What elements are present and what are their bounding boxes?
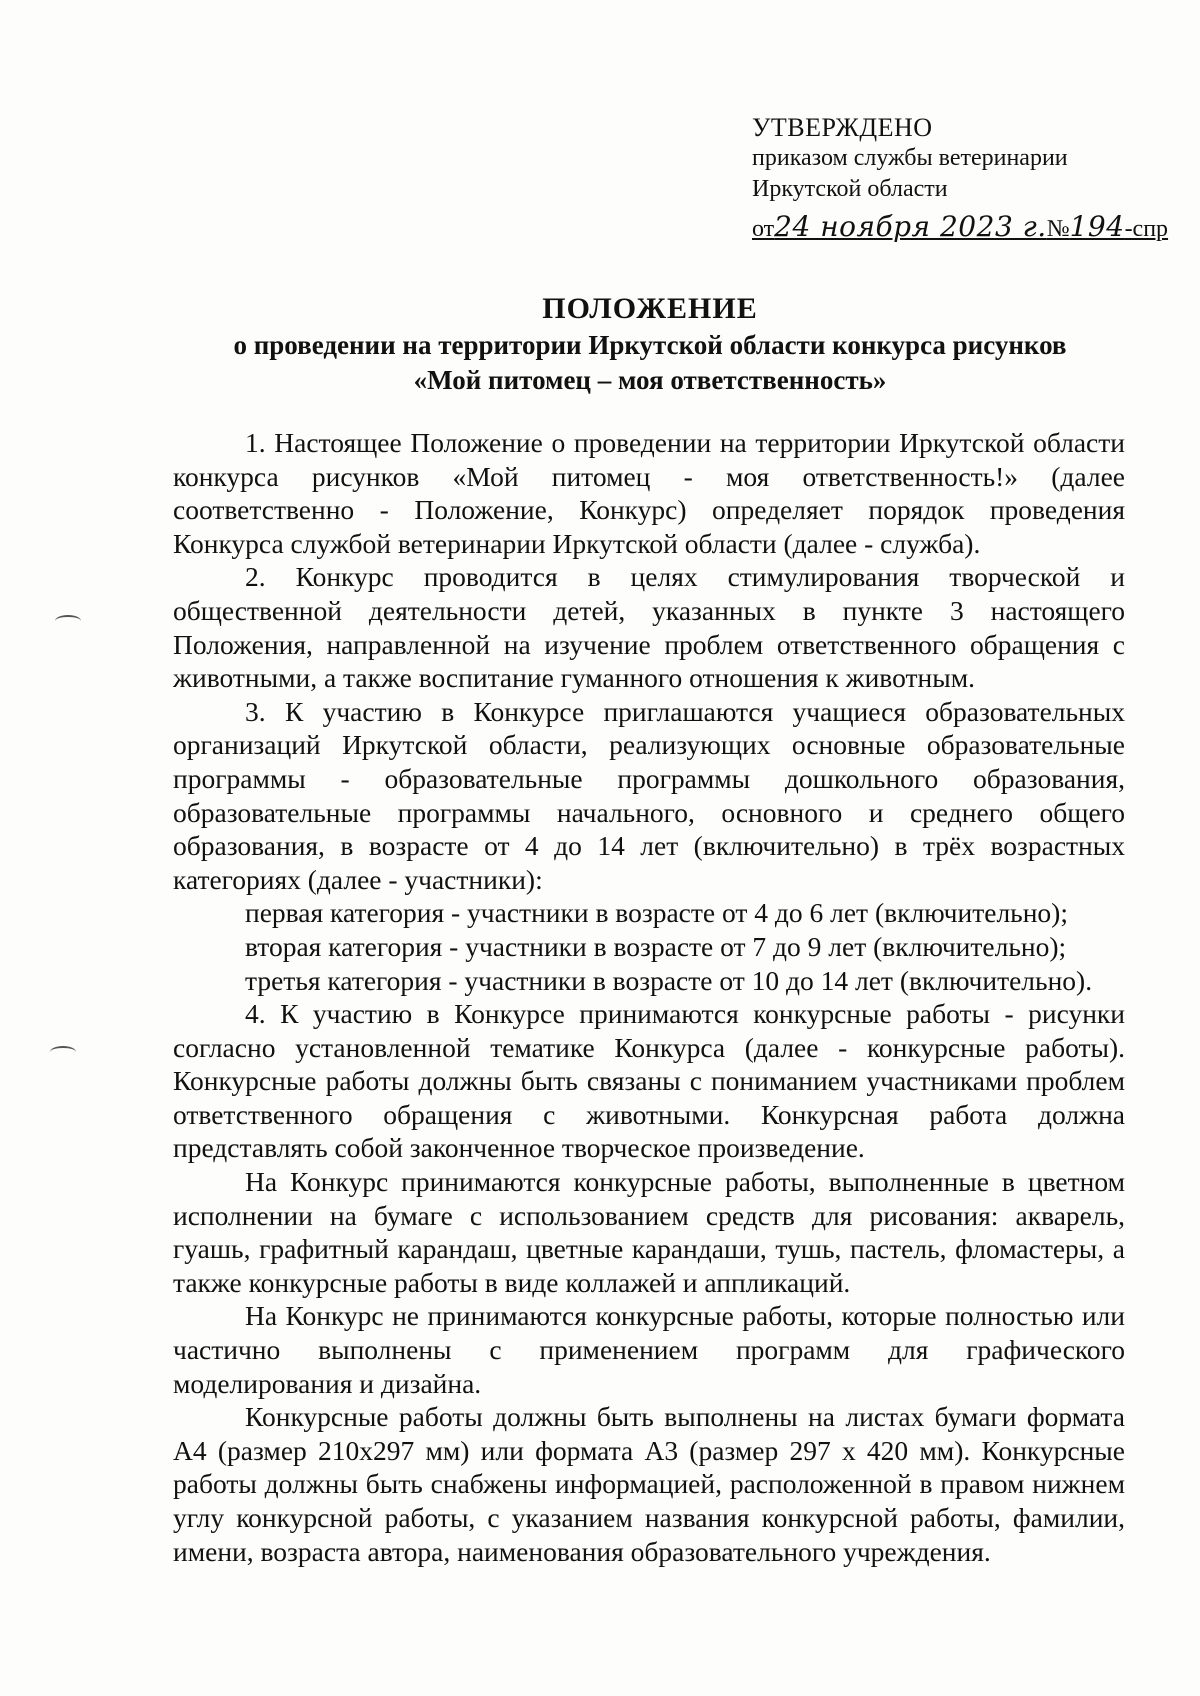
- number-sign: №: [1046, 216, 1070, 242]
- document-subtitle-line-2: «Мой питомец – моя ответственность»: [413, 365, 887, 395]
- paragraph-4: 4. К участию в Конкурсе принимаются конкурсные работы - рисунки согласно установленной тематике Конкурса (далее - конкурсные работы). Конкурсные работы должны быть связаны с пониманием участниками проблем ответственного обращения с животными. Конкурсная работа должна представлять собой законченное творческое произведение.: [173, 998, 1125, 1164]
- document-body: [173, 426, 1125, 1568]
- scan-punch-mark: [50, 1046, 76, 1058]
- document-title: ПОЛОЖЕНИЕ: [542, 292, 758, 325]
- approval-stamp-block: [752, 112, 1169, 245]
- document-subtitle-line-1: о проведении на территории Иркутской области конкурса рисунков: [233, 330, 1067, 360]
- paragraph-4-materials: На Конкурс принимаются конкурсные работы, выполненные в цветном исполнении на бумаге с использованием средств для рисования: акварель, гуашь, графитный карандаш, цветные карандаши, тушь, пастель, фломастеры, а также конкурсные работы в виде коллажей и аппликаций.: [173, 1166, 1125, 1298]
- category-3: третья категория - участники в возрасте от 10 до 14 лет (включительно).: [245, 964, 1093, 996]
- paragraph-3: 3. К участию в Конкурсе приглашаются учащиеся образовательных организаций Иркутской области, реализующих основные образовательные программы - образовательные программы дошкольного образования, образовательные программы начального, основного и среднего общего образования, в возрасте от 4 до 14 лет (включительно) в трёх возрастных категориях (далее - участники):: [173, 695, 1125, 895]
- paragraph-1: 1. Настоящее Положение о проведении на территории Иркутской области конкурса рисунков «Мой питомец - моя ответственность!» (далее соответственно - Положение, Конкурс) определяет порядок проведения Конкурса службой ветеринарии Иркутской области (далее - служба).: [173, 427, 1125, 559]
- scan-punch-mark: [55, 615, 81, 627]
- order-suffix: -спр: [1124, 216, 1169, 242]
- approval-heading: УТВЕРЖДЕНО: [752, 113, 933, 142]
- category-2: вторая категория - участники в возрасте от 7 до 9 лет (включительно);: [245, 930, 1067, 962]
- approval-line-1: приказом службы ветеринарии: [752, 145, 1068, 171]
- paragraph-2: 2. Конкурс проводится в целях стимулирования творческой и общественной деятельности детей, указанных в пункте 3 настоящего Положения, направленной на изучение проблем ответственного обращения с животными, а также воспитание гуманного отношения к животным.: [173, 561, 1125, 694]
- category-1: первая категория - участники в возрасте от 4 до 6 лет (включительно);: [245, 897, 1068, 929]
- date-prefix: от: [752, 216, 775, 242]
- approval-date-line: [752, 210, 1169, 245]
- paragraph-4-format: Конкурсные работы должны быть выполнены на листах бумаги формата А4 (размер 210х297 мм) или формата А3 (размер 297 х 420 мм). Конкурсные работы должны быть снабжены информацией, расположенной в правом нижнем углу конкурсной работы, с указанием названия конкурсной работы, фамилии, имени, возраста автора, наименования образовательного учреждения.: [173, 1401, 1125, 1567]
- handwritten-number: 194: [1069, 210, 1125, 243]
- document-title-block: [170, 290, 1130, 398]
- approval-line-2: Иркутской области: [752, 176, 948, 202]
- handwritten-date: 24 ноября 2023 г.: [774, 210, 1047, 243]
- paragraph-4-exclusions: На Конкурс не принимаются конкурсные работы, которые полностью или частично выполнены с применением программ для графического моделирования и дизайна.: [173, 1300, 1125, 1399]
